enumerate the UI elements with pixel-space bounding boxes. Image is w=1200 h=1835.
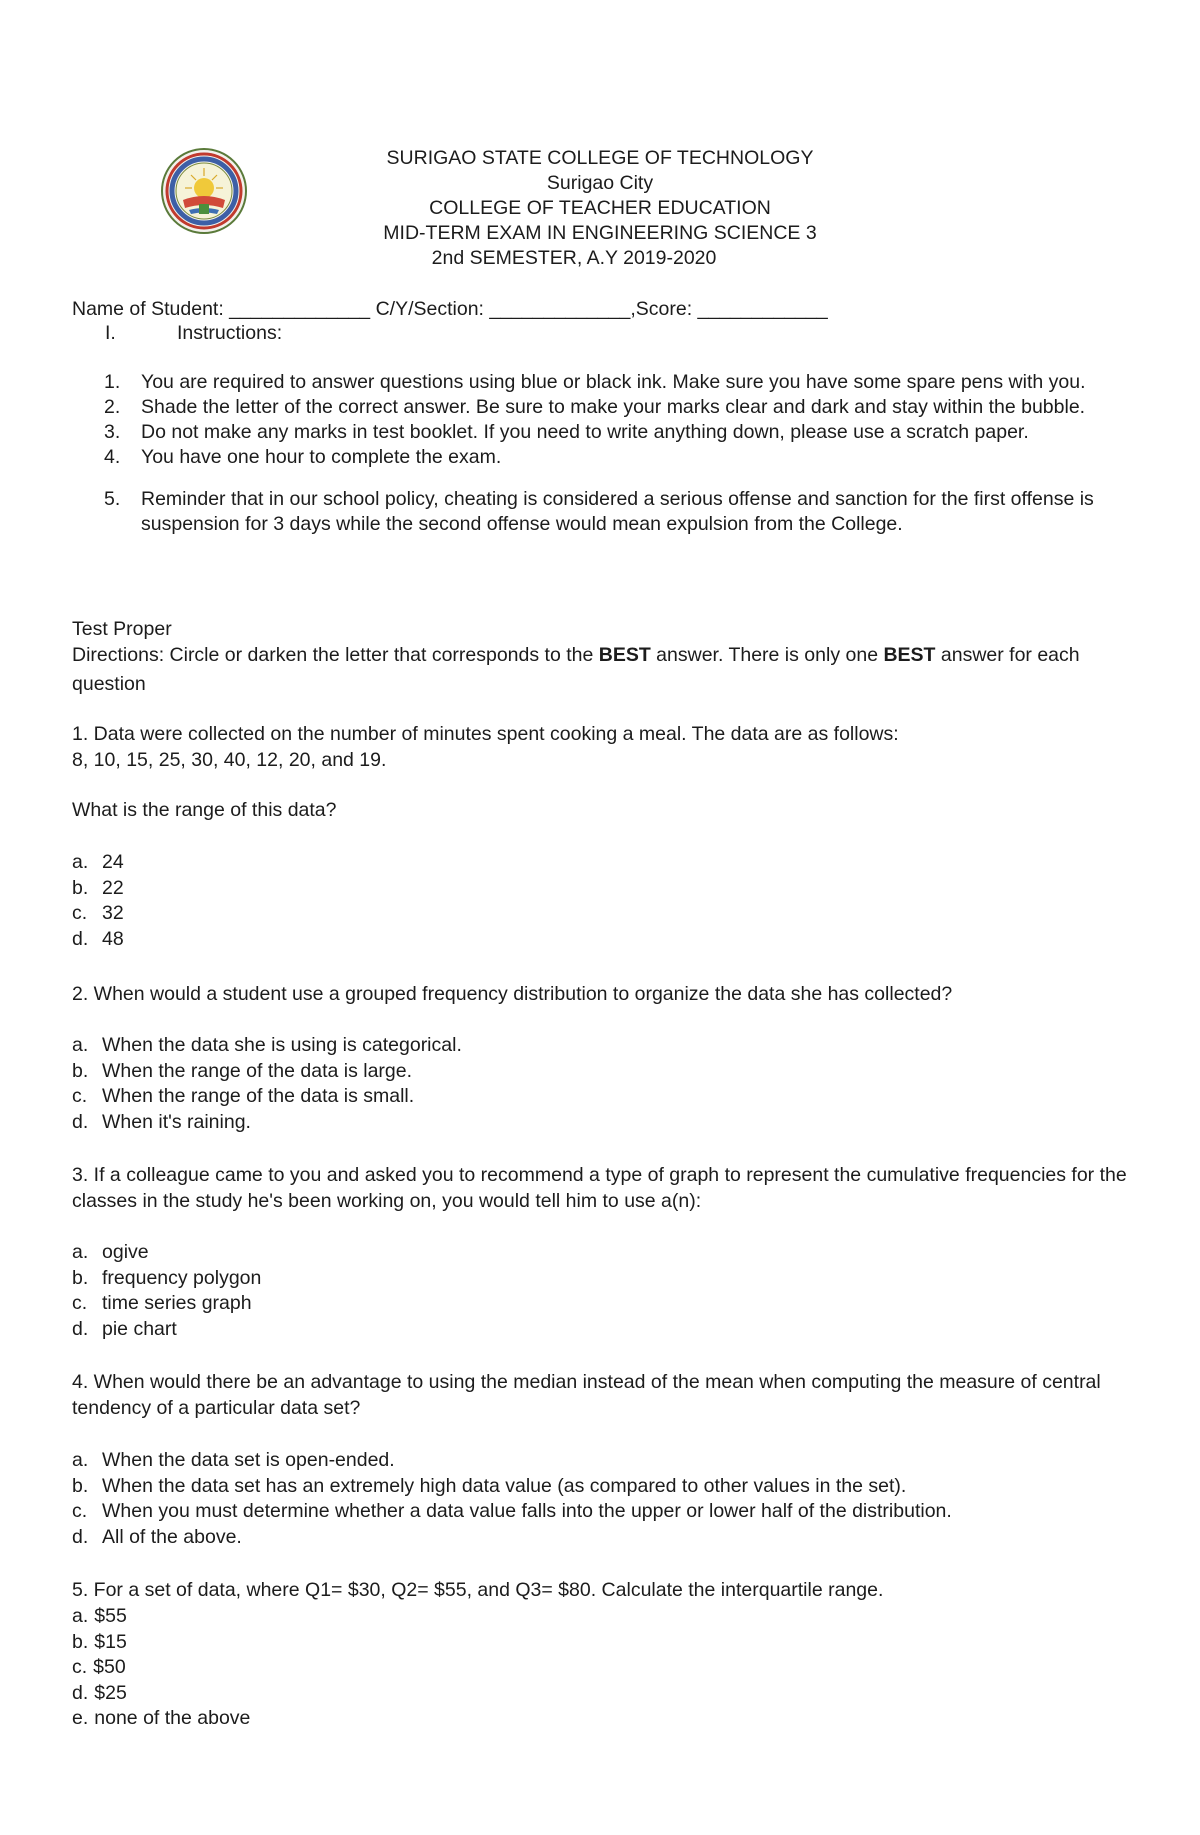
option[interactable] <box>72 1630 1152 1656</box>
option-letter: a. <box>72 1034 89 1056</box>
option-letter: a. <box>72 1241 89 1263</box>
question-3: 3. If a colleague came to you and asked you to recommend a type of graph to represent the cumulative frequencies for the classes in the study he's been working on, you would tell him to use a(n): <box>72 1164 1127 1212</box>
instruction-text: Do not make any marks in test booklet. If you need to write anything down, please use a scratch paper. <box>141 421 1029 443</box>
option-text: $50 <box>93 1656 126 1678</box>
option-letter: a. <box>72 1449 89 1471</box>
question-data: 8, 10, 15, 25, 30, 40, 12, 20, and 19. <box>72 748 387 771</box>
option-letter: b. <box>72 1474 89 1497</box>
school-city: Surigao City <box>546 172 654 194</box>
instruction-text: You are required to answer questions using blue or black ink. Make sure you have some spare pens with you. <box>141 371 1086 393</box>
instruction-number: 5. <box>104 488 121 510</box>
option[interactable] <box>72 1110 1152 1136</box>
directions-text: answer. There is only one <box>650 644 884 666</box>
option[interactable] <box>72 1291 1152 1317</box>
test-directions <box>72 641 1152 699</box>
option[interactable] <box>72 901 1152 927</box>
option-letter: d. <box>72 1525 89 1548</box>
option-letter: d. <box>72 1681 89 1704</box>
option-letter: c. <box>72 1500 88 1522</box>
instructions-title: Instructions: <box>177 322 283 344</box>
option-letter: d. <box>72 1110 89 1133</box>
option[interactable] <box>72 1525 1152 1551</box>
option-letter: d. <box>72 1317 89 1340</box>
option[interactable] <box>72 1604 1152 1630</box>
option[interactable] <box>72 1499 1152 1525</box>
option-text: none of the above <box>94 1707 251 1729</box>
option-text: $15 <box>94 1630 127 1653</box>
option-text: When the range of the data is large. <box>102 1059 413 1082</box>
option-letter: d. <box>72 927 89 950</box>
question-1 <box>72 722 1152 773</box>
directions-emphasis: BEST <box>883 644 936 666</box>
option[interactable] <box>72 1706 1152 1732</box>
option[interactable] <box>72 1317 1152 1343</box>
question-4: 4. When would there be an advantage to using the median instead of the mean when computing the measure of central tendency of a particular data set? <box>72 1371 1101 1419</box>
directions-emphasis: BEST <box>598 644 651 666</box>
option-text: 24 <box>102 851 124 873</box>
option-letter: b. <box>72 1059 89 1082</box>
question-2-options <box>72 1033 1152 1135</box>
instruction-number: 4. <box>104 446 121 468</box>
question-1-options <box>72 850 1152 952</box>
option-text: 48 <box>102 927 124 950</box>
option-letter: a. <box>72 1605 89 1627</box>
instruction-text: Reminder that in our school policy, cheating is considered a serious offense and sanction for the first offense is suspension for 3 days while the second offense would mean expulsion from the College. <box>141 488 1094 535</box>
option[interactable] <box>72 927 1152 953</box>
instruction-number: 3. <box>104 421 121 443</box>
option-letter: c. <box>72 1085 88 1107</box>
option-letter: e. <box>72 1707 89 1729</box>
instruction-item <box>104 445 1144 470</box>
option[interactable] <box>72 1681 1152 1707</box>
question-2: 2. When would a student use a grouped frequency distribution to organize the data she has collected? <box>72 983 953 1005</box>
option-text: $25 <box>94 1681 127 1704</box>
directions-text: Directions: Circle or darken the letter that corresponds to the <box>72 644 599 666</box>
option[interactable] <box>72 1266 1152 1292</box>
test-proper-title: Test Proper <box>72 618 172 640</box>
option[interactable] <box>72 876 1152 902</box>
option-text: When the data set has an extremely high data value (as compared to other values in the set). <box>102 1474 907 1497</box>
question-5: 5. For a set of data, where Q1= $30, Q2= $55, and Q3= $80. Calculate the interquartile range. <box>72 1579 884 1601</box>
student-info-line: Name of Student: _____________ C/Y/Section: _____________,Score: ____________ <box>72 298 828 320</box>
option-text: When the data she is using is categorical. <box>102 1034 462 1056</box>
option-text: When you must determine whether a data value falls into the upper or lower half of the distribution. <box>102 1500 952 1522</box>
instruction-number: 2. <box>104 396 121 418</box>
option-text: ogive <box>102 1241 149 1263</box>
option-text: When the data set is open-ended. <box>102 1449 395 1471</box>
instructions-heading <box>105 321 282 346</box>
instructions-number: I. <box>105 322 116 344</box>
option[interactable] <box>72 850 1152 876</box>
option[interactable] <box>72 1033 1152 1059</box>
option-text: All of the above. <box>102 1525 242 1548</box>
option-text: time series graph <box>102 1292 252 1314</box>
option-text: $55 <box>94 1605 127 1627</box>
question-stem: 1. Data were collected on the number of minutes spent cooking a meal. The data are as follows: <box>72 723 899 745</box>
option[interactable] <box>72 1655 1152 1681</box>
option-text: When the range of the data is small. <box>102 1085 415 1107</box>
instruction-text: You have one hour to complete the exam. <box>141 446 502 468</box>
question-ask: What is the range of this data? <box>72 799 337 821</box>
instructions-list <box>104 370 1144 537</box>
instruction-item <box>104 487 1144 537</box>
option-letter: c. <box>72 902 88 924</box>
directions-text: answer for each question <box>72 644 1080 695</box>
instruction-number: 1. <box>104 371 121 393</box>
option-letter: b. <box>72 1266 89 1289</box>
option-text: 22 <box>102 876 124 899</box>
instruction-text: Shade the letter of the correct answer. Be sure to make your marks clear and dark and stay within the bubble. <box>141 396 1086 418</box>
option-text: frequency polygon <box>102 1266 262 1289</box>
instruction-item <box>104 370 1144 395</box>
option-text: When it's raining. <box>102 1110 251 1133</box>
option-letter: b. <box>72 876 89 899</box>
college-seal-icon <box>161 148 247 234</box>
college-name: COLLEGE OF TEACHER EDUCATION <box>429 197 771 219</box>
semester-line: 2nd SEMESTER, A.Y 2019-2020 <box>431 247 717 269</box>
exam-title: MID-TERM EXAM IN ENGINEERING SCIENCE 3 <box>383 222 817 244</box>
question-3-options <box>72 1240 1152 1342</box>
option-letter: c. <box>72 1656 88 1678</box>
option-letter: b. <box>72 1630 89 1653</box>
option[interactable] <box>72 1448 1152 1474</box>
option[interactable] <box>72 1059 1152 1085</box>
option[interactable] <box>72 1474 1152 1500</box>
option-text: 32 <box>102 902 124 924</box>
option[interactable] <box>72 1084 1152 1110</box>
question-5-options <box>72 1604 1152 1732</box>
option-letter: c. <box>72 1292 88 1314</box>
instruction-item <box>104 395 1144 420</box>
question-4-options <box>72 1448 1152 1550</box>
school-name: SURIGAO STATE COLLEGE OF TECHNOLOGY <box>386 147 814 169</box>
exam-header <box>320 146 880 271</box>
option-text: pie chart <box>102 1317 177 1340</box>
instruction-item <box>104 420 1144 445</box>
option[interactable] <box>72 1240 1152 1266</box>
option-letter: a. <box>72 851 89 873</box>
